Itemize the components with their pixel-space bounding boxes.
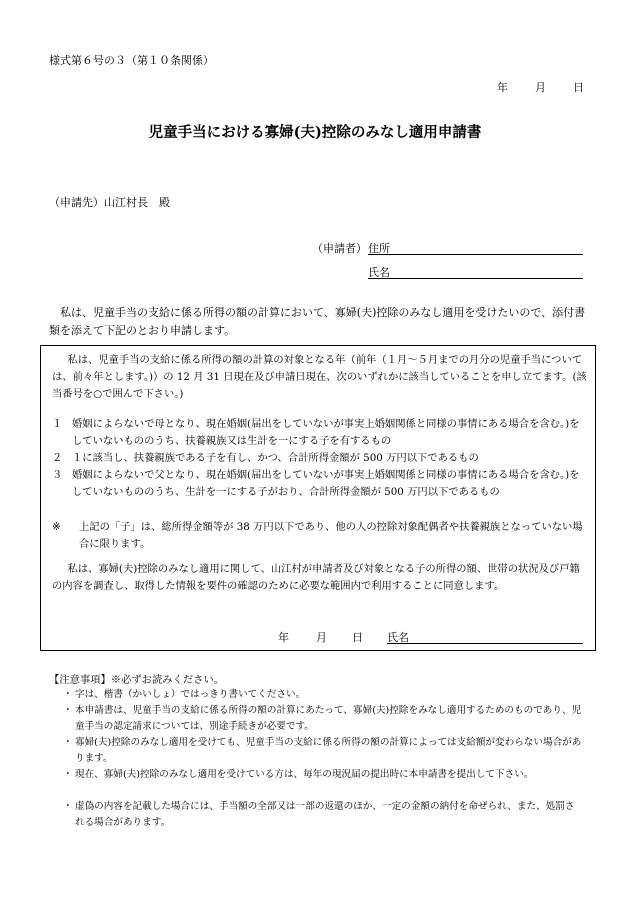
sign-day-label: 日 <box>352 631 363 644</box>
note-item-text: 字は、楷書（かいしょ）ではっきり書いてください。 <box>75 689 306 700</box>
note-mark: ※ <box>52 521 61 533</box>
notes-title: 【注意事項】※必ずお読みください。 <box>49 674 225 686</box>
bullet: ・ <box>63 705 73 716</box>
sign-month-label: 月 <box>316 631 327 644</box>
note-item-4 <box>63 767 583 783</box>
note-item-5 <box>63 799 583 831</box>
sign-name-label: 氏名 <box>387 631 409 644</box>
date-month-label: 月 <box>535 81 546 94</box>
condition-text: 婚姻によらないで母となり、現在婚姻(届出をしていないが事実上婚姻関係と同様の事情にある場合を含む。)をしていないもののうち、扶養親族又は生計を一にする子を有するもの <box>72 418 580 447</box>
document-title: 児童手当における寡婦(夫)控除のみなし適用申請書 <box>148 124 482 141</box>
note-item-3 <box>63 735 583 767</box>
condition-item-1[interactable] <box>52 416 587 450</box>
note-item-text: 現在、寡婦(夫)控除のみなし適用を受けている方は、毎年の現況届の提出時に本申請書を提出して下さい。 <box>75 769 534 780</box>
note-item-text: 本申請書は、児童手当の支給に係る所得の額の計算にあたって、寡婦(夫)控除をみなし適用するためのものであり、児童手当の認定請求については、別途手続きが必要です。 <box>75 705 582 732</box>
note-item-2 <box>63 703 583 735</box>
address-field-line[interactable] <box>368 254 583 255</box>
note-text: 上記の「子」は、総所得金額等が 38 万円以下であり、他の人の控除対象配偶者や扶養親族となっていない場合に限ります。 <box>79 521 583 550</box>
declaration-box <box>40 345 596 651</box>
sign-year-label: 年 <box>278 631 289 644</box>
child-definition-note <box>52 519 587 553</box>
bullet: ・ <box>63 689 73 700</box>
applicant-label: （申請者） <box>312 242 367 255</box>
bullet: ・ <box>63 737 73 748</box>
date-year-label: 年 <box>497 81 508 94</box>
name-field-line[interactable] <box>368 278 583 279</box>
note-item-text: 虚偽の内容を記載した場合には、手当額の全部又は一部の返還のほか、一定の金額の納付を命ぜられ、また、処罰される場合があります。 <box>75 801 575 828</box>
bullet: ・ <box>63 801 73 812</box>
condition-text: 婚姻によらないで父となり、現在婚姻(届出をしていないが事実上婚姻関係と同様の事情にある場合を含む。)をしていないもののうち、生計を一にする子がおり、合計所得金額が 500 万円以下であるもの <box>72 469 580 498</box>
declaration-paragraph: 私は、児童手当の支給に係る所得の額の計算の対象となる年（前年（１月～５月までの月分の児童手当については、前々年とします。)）の 12 月 31 日現在及び申請日現在、次のいずれかに該当していることを申し立てます。(該当番号を○で囲んで下さい。) <box>52 354 587 400</box>
condition-number: １ <box>52 418 63 430</box>
condition-text: １に該当し、扶養親族である子を有し、かつ、合計所得金額が 500 万円以下であるもの <box>72 452 479 464</box>
name-label: 氏名 <box>368 266 390 279</box>
intro-paragraph: 私は、児童手当の支給に係る所得の額の計算において、寡婦(夫)控除のみなし適用を受けたいので、添付書類を添えて下記のとおり申請します。 <box>49 306 586 337</box>
bullet: ・ <box>63 769 73 780</box>
address-label: 住所 <box>368 242 390 255</box>
signature-field-line[interactable] <box>387 643 583 644</box>
recipient: （申請先）山江村長 殿 <box>49 196 170 209</box>
form-number: 様式第６号の３（第１０条関係） <box>49 54 214 67</box>
consent-paragraph: 私は、寡婦(夫)控除のみなし適用に関して、山江村が申請者及び対象となる子の所得の額、世帯の状況及び戸籍の内容を調査し、取得した情報を要件の確認のために必要な範囲内で利用することに同意します。 <box>52 563 580 592</box>
note-item-text: 寡婦(夫)控除のみなし適用を受けても、児童手当の支給に係る所得の額の計算によっては支給額が変わらない場合があります。 <box>75 737 582 764</box>
condition-item-2[interactable] <box>52 450 587 467</box>
condition-number: ３ <box>52 469 63 481</box>
date-day-label: 日 <box>573 81 584 94</box>
condition-number: ２ <box>52 452 63 464</box>
condition-item-3[interactable] <box>52 467 587 501</box>
note-item-1 <box>63 687 583 703</box>
